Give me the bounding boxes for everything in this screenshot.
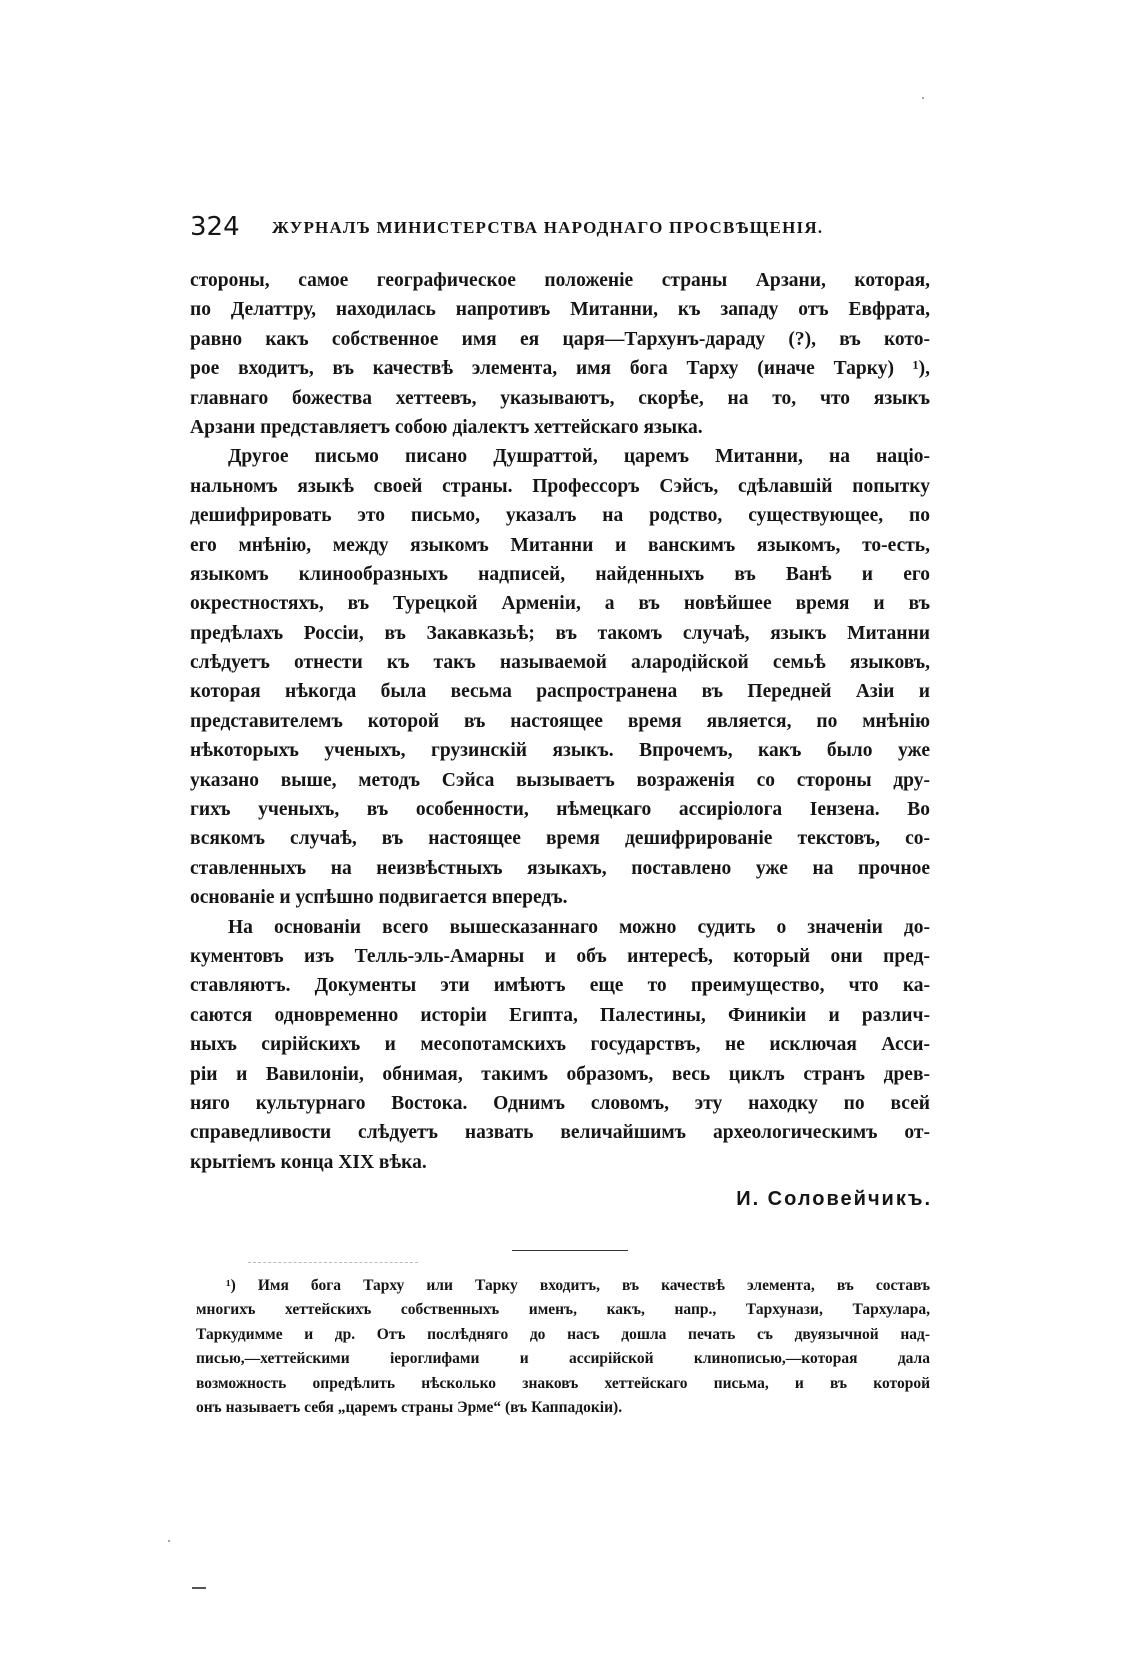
scan-speck <box>168 1540 170 1542</box>
body-text <box>190 266 930 1177</box>
scan-speck <box>922 97 924 99</box>
text-line: крытіемъ конца XIX вѣка. <box>190 1151 427 1173</box>
text-line: предѣлахъ Россіи, въ Закавказьѣ; въ такомъ случаѣ, языкъ Митанни <box>190 622 930 644</box>
text-line: ставленныхъ на неизвѣстныхъ языкахъ, поставлено уже на прочное <box>190 857 930 879</box>
text-line: главнаго божества хеттеевъ, указываютъ, скорѣе, на то, что языкъ <box>190 387 930 409</box>
text-line: представителемъ которой въ настоящее время является, по мнѣнію <box>190 710 930 732</box>
running-title: ЖУРНАЛЪ МИНИСТЕРСТВА НАРОДНАГО ПРОСВѢЩЕНІЯ. <box>272 218 824 237</box>
footnote-line: писью,—хеттейскими іероглифами и ассирійской клинописью,—которая дала <box>196 1350 930 1368</box>
text-line: указано выше, методъ Сэйса вызываетъ возраженія со стороны дру- <box>190 769 930 791</box>
text-line: саются одновременно исторіи Египта, Палестины, Финикіи и различ- <box>190 1004 930 1026</box>
text-line: стороны, самое географическое положеніе страны Арзани, которая, <box>190 270 930 291</box>
text-line: равно какъ собственное имя ея царя—Тархунъ-дараду (?), въ кото- <box>190 328 930 350</box>
text-line: по Делаттру, находилась напротивъ Митанни, къ западу отъ Евфрата, <box>190 299 930 321</box>
text-line: ставляютъ. Документы эти имѣютъ еще то преимущество, что ка- <box>190 975 930 997</box>
text-line: справедливости слѣдуетъ назвать величайшимъ археологическимъ от- <box>190 1122 930 1144</box>
text-line: Арзани представляетъ собою діалектъ хеттейскаго языка. <box>190 416 703 438</box>
paragraph-start-line: Другое письмо писано Душраттой, царемъ Митанни, на націо- <box>228 446 930 468</box>
footnote-line: онъ называетъ себя „царемъ страны Эрме“ (въ Каппадокіи). <box>196 1398 623 1416</box>
text-line: нѣкоторыхъ ученыхъ, грузинскій языкъ. Впрочемъ, какъ было уже <box>190 740 930 762</box>
text-line: окрестностяхъ, въ Турецкой Арменіи, а въ новѣйшее время и въ <box>190 593 930 615</box>
author-signature: И. Соловейчикъ. <box>736 1188 932 1210</box>
text-line: кументовъ изъ Телль-эль-Амарны и объ интересѣ, который они пред- <box>190 945 930 967</box>
paragraph-start-line: На основаніи всего вышесказаннаго можно судить о значеніи до- <box>228 916 930 938</box>
footnote-line: многихъ хеттейскихъ собственныхъ именъ, какъ, напр., Тархунази, Тархулара, <box>196 1301 930 1319</box>
page-number: 324 <box>190 212 240 242</box>
footnote-separator <box>248 1262 418 1263</box>
text-line: слѣдуетъ отнести къ такъ называемой алародійской семьѣ языковъ, <box>190 652 930 674</box>
section-divider <box>512 1250 628 1251</box>
text-line: ріи и Вавилоніи, обнимая, такимъ образомъ, весь циклъ странъ древ- <box>190 1063 930 1085</box>
text-line: рое входитъ, въ качествѣ элемента, имя бога Тарху (иначе Тарку) ¹), <box>190 358 930 380</box>
text-line: дешифрировать это письмо, указалъ на родство, существующее, по <box>190 505 930 527</box>
text-line: всякомъ случаѣ, въ настоящее время дешифрированіе текстовъ, со- <box>190 828 930 850</box>
text-line: основаніе и успѣшно подвигается впередъ. <box>190 887 568 909</box>
text-line: няго культурнаго Востока. Однимъ словомъ, эту находку по всей <box>190 1092 930 1114</box>
footnote-line: Таркудимме и др. Отъ послѣдняго до насъ дошла печать съ двуязычной над- <box>196 1325 930 1343</box>
footnote-line: возможность опредѣлить нѣсколько знаковъ хеттейскаго письма, и въ которой <box>196 1374 930 1392</box>
footnotes <box>196 1274 930 1420</box>
text-line: языкомъ клинообразныхъ надписей, найденныхъ въ Ванѣ и его <box>190 563 930 585</box>
text-line: гихъ ученыхъ, въ особенности, нѣмецкаго ассиріолога Іензена. Во <box>190 799 930 821</box>
text-line: ныхъ сирійскихъ и месопотамскихъ государствъ, не исключая Асси- <box>190 1034 930 1056</box>
page-header <box>190 207 930 247</box>
text-line: которая нѣкогда была весьма распространена въ Передней Азіи и <box>190 681 930 703</box>
footnote-line: ¹) Имя бога Тарху или Тарку входитъ, въ качествѣ элемента, въ составъ <box>226 1277 930 1294</box>
margin-mark <box>192 1587 206 1589</box>
text-line: его мнѣнію, между языкомъ Митанни и ванскимъ языкомъ, то-есть, <box>190 534 930 556</box>
text-line: нальномъ языкѣ своей страны. Профессоръ Сэйсъ, сдѣлавшій попытку <box>190 475 930 497</box>
